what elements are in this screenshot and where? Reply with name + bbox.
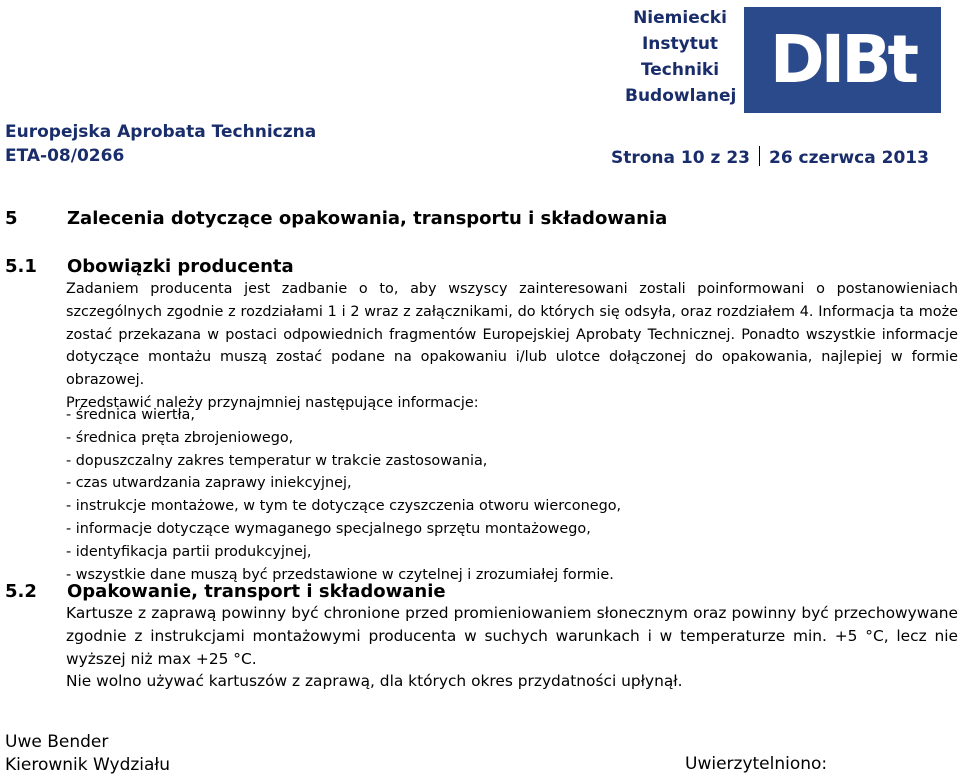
list-item: - dopuszczalny zakres temperatur w trakcie zastosowania, [66, 452, 488, 469]
section-number: 5.2 [5, 581, 37, 602]
document-id: ETA-08/0266 [5, 146, 125, 166]
document-date: 26 czerwca 2013 [768, 148, 929, 168]
institute-line: Instytut [641, 34, 719, 54]
document-type: Europejska Aprobata Techniczna [5, 122, 317, 142]
paragraph: Zadaniem producenta jest zadbanie o to, aby wszyscy zainteresowani zostali poinformowani o postanowieniach szczególnych zgodnie z rozdziałami 1 i 2 wraz z załącznikami, do których się odsyła, oraz rozdziałem 4. Informacja ta może zostać przekazana w postaci odpowiednich fragmentów Europejskiej Aprobaty Technicznej. Ponadto wszystkie informacje dotyczące montażu muszą zostać podane na opakowaniu i/lub ulotce dołączonej do opakowania, najlepiej w formie obrazowej. [66, 281, 958, 389]
section-5-heading [0, 208, 960, 232]
list-intro: Przedstawić należy przynajmniej następujące informacje: [66, 394, 479, 411]
section-number: 5.1 [5, 256, 37, 277]
institute-name [625, 5, 735, 109]
list-item: - informacje dotyczące wymaganego specjalnego sprzętu montażowego, [66, 520, 591, 537]
paragraph: Kartusze z zaprawą powinny być chronione przed promieniowaniem słonecznym oraz powinny być przechowywane zgodnie z instrukcjami montażowymi producenta w suchych warunkach i w temperaturze min. +5 °C, lecz nie wyższej niż max +25 °C. [66, 604, 958, 668]
certification-label: Uwierzytelniono: [685, 754, 828, 774]
list-item: - średnica wiertła, [66, 407, 195, 423]
section-title: Zalecenia dotyczące opakowania, transportu i składowania [67, 208, 668, 229]
page-number: Strona 10 z 23 [611, 148, 750, 168]
list-item: - średnica pręta zbrojeniowego, [66, 429, 294, 446]
list-item: - instrukcje montażowe, w tym te dotyczące czyszczenia otworu wierconego, [66, 498, 622, 515]
section-title: Obowiązki producenta [67, 256, 294, 277]
signature-block [5, 731, 170, 777]
page-separator [759, 146, 760, 166]
paragraph: Nie wolno używać kartuszów z zaprawą, dla których okres przydatności upłynął. [66, 672, 683, 691]
section-number: 5 [5, 208, 18, 229]
signatory-role: Kierownik Wydziału [5, 755, 171, 775]
signatory-name: Uwe Bender [5, 732, 109, 752]
institute-line: Niemiecki [633, 8, 727, 28]
section-5-1-heading [0, 256, 960, 280]
list-item: - wszystkie dane muszą być przedstawione w czytelnej i zrozumiałej formie. [66, 566, 614, 583]
requirements-list [66, 404, 621, 586]
dibt-logo [744, 7, 941, 113]
institute-line: Budowlanej [625, 86, 737, 106]
page-info [611, 146, 929, 168]
institute-line: Techniki [640, 60, 720, 80]
logo-text: DIBt [769, 21, 916, 98]
section-title: Opakowanie, transport i składowanie [67, 581, 446, 602]
section-5-1-body [66, 278, 958, 415]
list-item: - identyfikacja partii produkcyjnej, [66, 543, 312, 560]
section-5-2-body [66, 602, 958, 693]
list-item: - czas utwardzania zaprawy iniekcyjnej, [66, 475, 352, 492]
